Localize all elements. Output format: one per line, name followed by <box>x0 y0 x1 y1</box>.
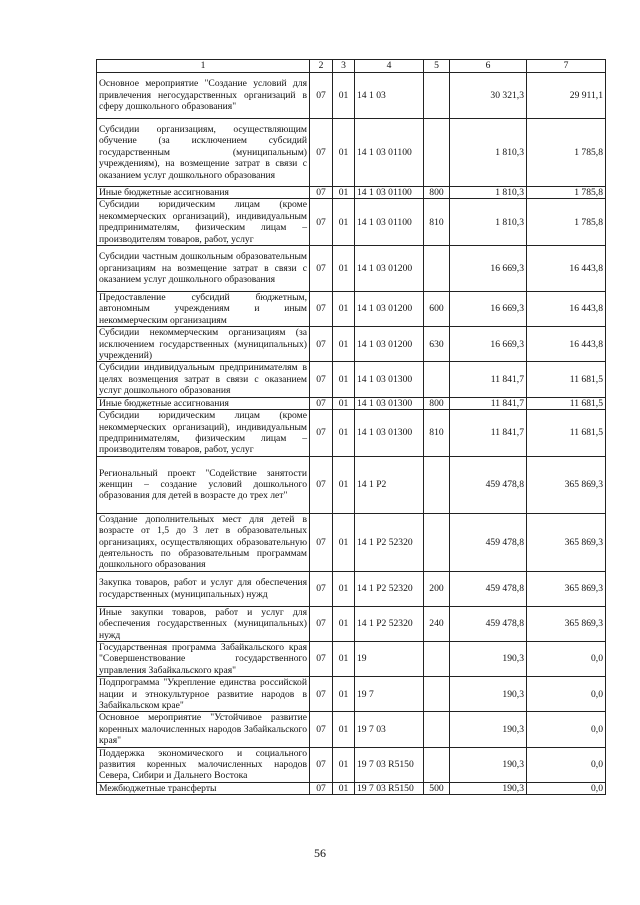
expense-type-code <box>424 513 450 571</box>
target-article-code: 19 <box>355 641 424 676</box>
target-article-code: 14 1 03 <box>355 73 424 119</box>
section-code: 07 <box>310 199 333 246</box>
row-name: Иные бюджетные ассигнования <box>97 397 310 409</box>
table-row <box>97 73 606 119</box>
amount-col7: 11 681,5 <box>527 362 606 397</box>
amount-col6: 30 321,3 <box>450 73 527 119</box>
target-article-code: 14 1 P2 52320 <box>355 513 424 571</box>
expense-type-code <box>424 119 450 187</box>
amount-col7: 0,0 <box>527 712 606 747</box>
target-article-code: 14 1 03 01200 <box>355 246 424 292</box>
amount-col7: 0,0 <box>527 747 606 782</box>
row-name: Закупка товаров, работ и услуг для обеспечения государственных (муниципальных) нужд <box>97 571 310 606</box>
column-header: 2 <box>310 60 333 73</box>
section-code: 07 <box>310 712 333 747</box>
expense-type-code: 200 <box>424 571 450 606</box>
target-article-code: 14 1 P2 <box>355 456 424 513</box>
subsection-code: 01 <box>333 571 355 606</box>
column-header: 1 <box>97 60 310 73</box>
table-row <box>97 641 606 676</box>
amount-col6: 459 478,8 <box>450 456 527 513</box>
expense-type-code: 500 <box>424 782 450 794</box>
row-name: Поддержка экономического и социального развития коренных малочисленных народов Севера, Сибири и Дальнего Востока <box>97 747 310 782</box>
subsection-code: 01 <box>333 641 355 676</box>
expense-type-code: 810 <box>424 410 450 457</box>
amount-col6: 16 669,3 <box>450 246 527 292</box>
amount-col6: 459 478,8 <box>450 606 527 641</box>
amount-col6: 190,3 <box>450 782 527 794</box>
row-name: Межбюджетные трансферты <box>97 782 310 794</box>
subsection-code: 01 <box>333 606 355 641</box>
subsection-code: 01 <box>333 456 355 513</box>
column-header: 7 <box>527 60 606 73</box>
amount-col7: 11 681,5 <box>527 397 606 409</box>
target-article-code: 19 7 <box>355 677 424 712</box>
subsection-code: 01 <box>333 119 355 187</box>
expense-type-code: 630 <box>424 327 450 362</box>
subsection-code: 01 <box>333 73 355 119</box>
subsection-code: 01 <box>333 677 355 712</box>
expense-type-code <box>424 747 450 782</box>
subsection-code: 01 <box>333 246 355 292</box>
table-row <box>97 677 606 712</box>
subsection-code: 01 <box>333 397 355 409</box>
section-code: 07 <box>310 571 333 606</box>
section-code: 07 <box>310 397 333 409</box>
amount-col6: 16 669,3 <box>450 327 527 362</box>
section-code: 07 <box>310 292 333 327</box>
amount-col6: 459 478,8 <box>450 571 527 606</box>
section-code: 07 <box>310 456 333 513</box>
amount-col7: 1 785,8 <box>527 119 606 187</box>
expense-type-code: 800 <box>424 187 450 199</box>
amount-col6: 16 669,3 <box>450 292 527 327</box>
row-name: Основное мероприятие "Создание условий для привлечения негосударственных организаций в сферу дошкольного образования" <box>97 73 310 119</box>
target-article-code: 14 1 03 01300 <box>355 410 424 457</box>
expense-type-code <box>424 73 450 119</box>
section-code: 07 <box>310 362 333 397</box>
target-article-code: 14 1 P2 52320 <box>355 606 424 641</box>
amount-col7: 11 681,5 <box>527 410 606 457</box>
section-code: 07 <box>310 641 333 676</box>
expense-type-code <box>424 641 450 676</box>
amount-col7: 29 911,1 <box>527 73 606 119</box>
amount-col7: 1 785,8 <box>527 187 606 199</box>
amount-col6: 11 841,7 <box>450 397 527 409</box>
amount-col6: 190,3 <box>450 712 527 747</box>
budget-table <box>96 59 606 795</box>
table-row <box>97 456 606 513</box>
amount-col7: 365 869,3 <box>527 513 606 571</box>
row-name: Региональный проект "Содействие занятости женщин – создание условий дошкольного образования для детей в возрасте до трех лет" <box>97 456 310 513</box>
column-header: 6 <box>450 60 527 73</box>
row-name: Предоставление субсидий бюджетным, автономным учреждениям и иным некоммерческим организациям <box>97 292 310 327</box>
amount-col7: 365 869,3 <box>527 456 606 513</box>
subsection-code: 01 <box>333 782 355 794</box>
amount-col6: 190,3 <box>450 641 527 676</box>
row-name: Государственная программа Забайкальского края "Совершенствование государственного управления Забайкальского края" <box>97 641 310 676</box>
section-code: 07 <box>310 327 333 362</box>
table-row <box>97 606 606 641</box>
amount-col7: 365 869,3 <box>527 606 606 641</box>
subsection-code: 01 <box>333 327 355 362</box>
row-name: Субсидии юридическим лицам (кроме некоммерческих организаций), индивидуальным предпринимателям, физическим лицам – производителям товаров, работ, услуг <box>97 199 310 246</box>
row-name: Иные бюджетные ассигнования <box>97 187 310 199</box>
expense-type-code <box>424 362 450 397</box>
subsection-code: 01 <box>333 362 355 397</box>
target-article-code: 14 1 03 01200 <box>355 292 424 327</box>
subsection-code: 01 <box>333 292 355 327</box>
amount-col7: 0,0 <box>527 782 606 794</box>
table-row <box>97 712 606 747</box>
table-row <box>97 199 606 246</box>
row-name: Субсидии организациям, осуществляющим обучение (за исключением субсидий государственным (муниципальным) учреждениям), на возмещение затрат в связи с оказанием услуг дошкольного образования <box>97 119 310 187</box>
subsection-code: 01 <box>333 410 355 457</box>
expense-type-code <box>424 456 450 513</box>
subsection-code: 01 <box>333 513 355 571</box>
row-name: Субсидии некоммерческим организациям (за исключением государственных (муниципальных) учреждений) <box>97 327 310 362</box>
table-row <box>97 747 606 782</box>
table-row <box>97 782 606 794</box>
expense-type-code: 600 <box>424 292 450 327</box>
row-name: Субсидии частным дошкольным образовательным организациям на возмещение затрат в связи с оказанием услуг дошкольного образования <box>97 246 310 292</box>
amount-col6: 11 841,7 <box>450 410 527 457</box>
target-article-code: 14 1 03 01100 <box>355 187 424 199</box>
amount-col6: 1 810,3 <box>450 119 527 187</box>
target-article-code: 14 1 03 01200 <box>355 327 424 362</box>
target-article-code: 14 1 03 01300 <box>355 362 424 397</box>
table-row <box>97 410 606 457</box>
section-code: 07 <box>310 513 333 571</box>
expense-type-code: 810 <box>424 199 450 246</box>
subsection-code: 01 <box>333 712 355 747</box>
amount-col6: 11 841,7 <box>450 362 527 397</box>
target-article-code: 19 7 03 <box>355 712 424 747</box>
section-code: 07 <box>310 606 333 641</box>
subsection-code: 01 <box>333 187 355 199</box>
column-header: 3 <box>333 60 355 73</box>
target-article-code: 14 1 03 01100 <box>355 199 424 246</box>
amount-col7: 16 443,8 <box>527 292 606 327</box>
table-row <box>97 397 606 409</box>
table-body <box>97 73 606 795</box>
amount-col6: 1 810,3 <box>450 187 527 199</box>
row-name: Основное мероприятие "Устойчивое развитие коренных малочисленных народов Забайкальского края" <box>97 712 310 747</box>
target-article-code: 19 7 03 R5150 <box>355 782 424 794</box>
section-code: 07 <box>310 410 333 457</box>
amount-col7: 0,0 <box>527 677 606 712</box>
section-code: 07 <box>310 119 333 187</box>
expense-type-code <box>424 712 450 747</box>
target-article-code: 14 1 P2 52320 <box>355 571 424 606</box>
column-header: 4 <box>355 60 424 73</box>
table-row <box>97 187 606 199</box>
page-number: 56 <box>314 846 326 860</box>
amount-col7: 0,0 <box>527 641 606 676</box>
table-row <box>97 513 606 571</box>
amount-col7: 1 785,8 <box>527 199 606 246</box>
section-code: 07 <box>310 747 333 782</box>
amount-col6: 1 810,3 <box>450 199 527 246</box>
subsection-code: 01 <box>333 747 355 782</box>
subsection-code: 01 <box>333 199 355 246</box>
target-article-code: 14 1 03 01100 <box>355 119 424 187</box>
amount-col7: 365 869,3 <box>527 571 606 606</box>
table-row <box>97 362 606 397</box>
section-code: 07 <box>310 677 333 712</box>
row-name: Субсидии индивидуальным предпринимателям в целях возмещения затрат в связи с оказанием услуг дошкольного образования <box>97 362 310 397</box>
amount-col6: 459 478,8 <box>450 513 527 571</box>
amount-col7: 16 443,8 <box>527 327 606 362</box>
table-row <box>97 119 606 187</box>
target-article-code: 14 1 03 01300 <box>355 397 424 409</box>
row-name: Иные закупки товаров, работ и услуг для обеспечения государственных (муниципальных) нужд <box>97 606 310 641</box>
amount-col6: 190,3 <box>450 677 527 712</box>
expense-type-code <box>424 677 450 712</box>
expense-type-code <box>424 246 450 292</box>
section-code: 07 <box>310 73 333 119</box>
section-code: 07 <box>310 246 333 292</box>
section-code: 07 <box>310 187 333 199</box>
column-header: 5 <box>424 60 450 73</box>
section-code: 07 <box>310 782 333 794</box>
expense-type-code: 240 <box>424 606 450 641</box>
amount-col6: 190,3 <box>450 747 527 782</box>
row-name: Субсидии юридическим лицам (кроме некоммерческих организаций), индивидуальным предпринимателям, физическим лицам – производителям товаров, работ, услуг <box>97 410 310 457</box>
amount-col7: 16 443,8 <box>527 246 606 292</box>
table-row <box>97 292 606 327</box>
row-name: Подпрограмма "Укрепление единства российской нации и этнокультурное развитие народов в Забайкальском крае" <box>97 677 310 712</box>
target-article-code: 19 7 03 R5150 <box>355 747 424 782</box>
table-row <box>97 327 606 362</box>
table-row <box>97 571 606 606</box>
table-row <box>97 246 606 292</box>
expense-type-code: 800 <box>424 397 450 409</box>
row-name: Создание дополнительных мест для детей в возрасте от 1,5 до 3 лет в образовательных организациях, осуществляющих образовательную деятельность по образовательным программам дошкольного образования <box>97 513 310 571</box>
header-row <box>97 60 606 73</box>
